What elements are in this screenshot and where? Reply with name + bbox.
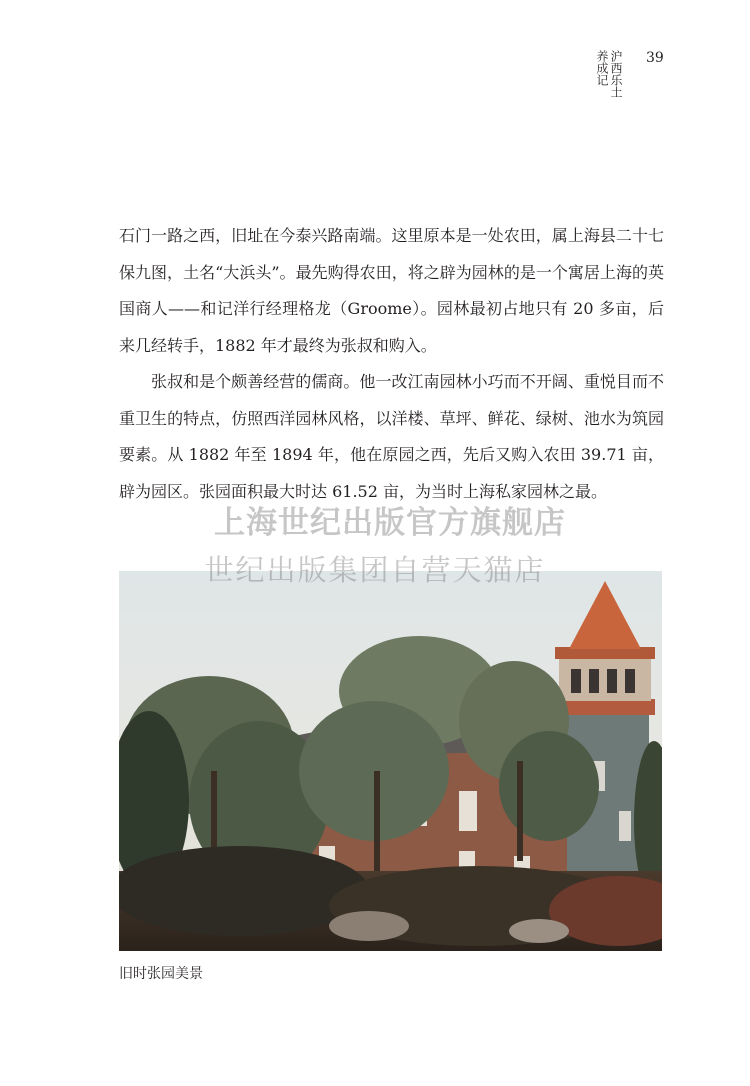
paragraph-1: 石门一路之西，旧址在今泰兴路南端。这里原本是一处农田，属上海县二十七保九图，土名“大浜头”。最先购得农田，将之辟为园林的是一个寓居上海的英国商人——和记洋行经理格龙（Groome）。园林最初占地只有 20 多亩，后来几经转手，1882 年才最终为张叔和购入。	[119, 226, 664, 355]
page-number: 39	[646, 50, 664, 66]
watermark-line-2: 世纪出版集团自营天猫店	[204, 553, 546, 587]
watermark-line-1: 上海世纪出版官方旗舰店	[214, 505, 566, 541]
figure-caption: 旧时张园美景	[119, 966, 203, 982]
garden-photo	[119, 571, 662, 951]
running-head-subtitle: 养成记	[595, 50, 609, 86]
paragraph-2: 张叔和是个颇善经营的儒商。他一改江南园林小巧而不开阔、重悦目而不重卫生的特点，仿照西洋园林风格，以洋楼、草坪、鲜花、绿树、池水为筑园要素。从 1882 年至 1894 年，他在原园之西，先后又购入农田 39.71 亩，辟为园区。张园面积最大时达 61.52 亩，为当时上海私家园林之最。	[119, 372, 664, 501]
running-head-title: 沪西乐土	[609, 50, 623, 98]
garden-photo-illustration	[119, 571, 662, 951]
body-text	[119, 218, 664, 510]
